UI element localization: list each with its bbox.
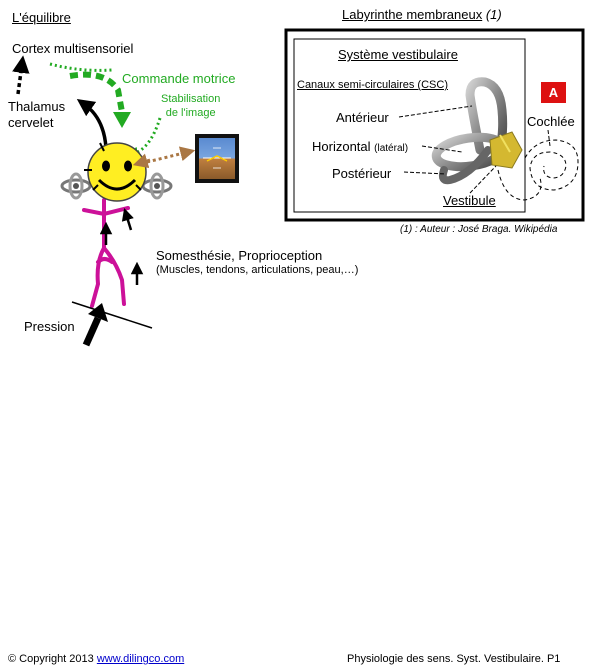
- horizontal-text: Horizontal: [312, 139, 371, 154]
- cortex-arrow: [18, 64, 22, 94]
- body-figure: [84, 200, 128, 306]
- copyright-text: © Copyright 2013: [8, 653, 94, 665]
- stabilization-label: [161, 92, 220, 120]
- website-link[interactable]: www.dilingco.com: [96, 653, 185, 665]
- footer-copyright: [8, 653, 184, 665]
- artificial-horizon-icon: [195, 134, 239, 183]
- image-line: de l'image: [165, 107, 216, 119]
- stabilization-arrow: [132, 118, 160, 154]
- cervelet-line: cervelet: [8, 115, 54, 130]
- anterior-label: Antérieur: [336, 110, 389, 125]
- thalamus-arrow: [84, 104, 106, 148]
- cortex-label: Cortex multisensoriel: [12, 41, 134, 56]
- green-dotted-link: [50, 64, 112, 70]
- leader-anterior: [399, 106, 472, 117]
- vestibule-label: Vestibule: [443, 193, 496, 208]
- labyrinth-title-ref: (1): [485, 7, 502, 22]
- badge-text: A: [548, 85, 559, 100]
- somesthesia-label: Somesthésie, Proprioception: [156, 248, 323, 263]
- posterior-label: Postérieur: [332, 166, 392, 181]
- inner-ear-illustration: [434, 82, 522, 181]
- horizontal-note: (latéral): [374, 143, 409, 154]
- motor-command-label: Commande motrice: [122, 71, 236, 86]
- motor-command-arrowhead: [113, 112, 131, 128]
- leader-cochlea: [548, 130, 550, 146]
- equilibrium-title: L'équilibre: [12, 10, 71, 25]
- labyrinth-title: [342, 7, 502, 22]
- credit-note: (1) : Auteur : José Braga. Wikipédia: [400, 224, 558, 235]
- motor-command-arrow: [70, 75, 122, 112]
- pressure-arrow: [86, 318, 98, 345]
- thalamus-line: Thalamus: [8, 99, 66, 114]
- gyroscope-icon: [62, 174, 90, 198]
- smiley-face-icon: [84, 143, 146, 201]
- canals-label: Canaux semi-circulaires (CSC): [297, 79, 448, 91]
- stabilization-line: Stabilisation: [161, 93, 221, 105]
- gyroscope-icon: [143, 174, 171, 198]
- footer-page: Physiologie des sens. Syst. Vestibulaire. P1: [347, 653, 561, 665]
- proprio-arrow: [126, 214, 131, 230]
- vestibular-system-label: Système vestibulaire: [338, 47, 458, 62]
- thalamus-label: [8, 99, 65, 131]
- vision-arrow: [147, 152, 188, 162]
- labyrinth-title-main: Labyrinthe membraneux: [342, 7, 483, 22]
- pressure-label: Pression: [24, 319, 75, 334]
- horizontal-label: [312, 139, 408, 154]
- somesthesia-detail: (Muscles, tendons, articulations, peau,…): [156, 264, 359, 276]
- vestibular-frame: [294, 39, 525, 212]
- cochlea-label: Cochlée: [527, 114, 575, 129]
- ground-line: [72, 302, 152, 328]
